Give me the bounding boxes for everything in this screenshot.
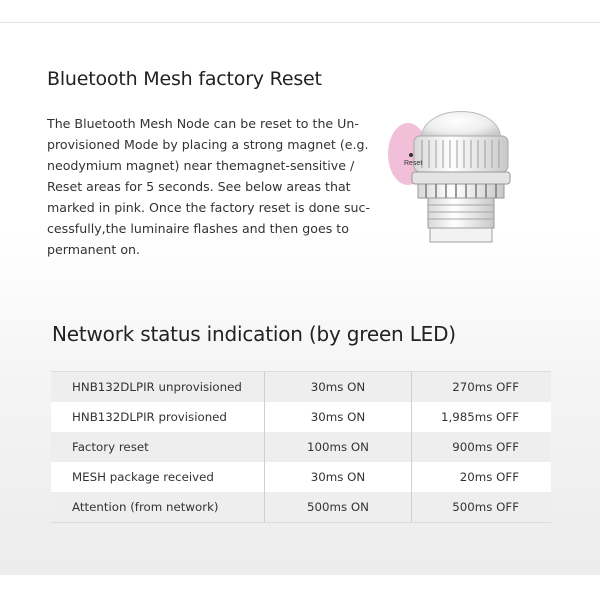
status-name: Factory reset: [72, 440, 149, 454]
off-duration: 900ms OFF: [411, 432, 551, 462]
status-name: HNB132DLPIR unprovisioned: [72, 380, 242, 394]
description-line: The Bluetooth Mesh Node can be reset to the Un-: [47, 116, 359, 131]
status-name: HNB132DLPIR provisioned: [72, 410, 227, 424]
section-title-network-status: Network status indication (by green LED): [52, 322, 456, 346]
luminaire-product-image: [386, 92, 526, 252]
network-status-table: [51, 371, 551, 523]
factory-reset-description: [47, 113, 385, 260]
off-duration: 500ms OFF: [411, 492, 551, 522]
description-line: cessfully,the luminaire flashes and then goes to: [47, 221, 349, 236]
table-row: [51, 492, 551, 522]
description-line: Reset areas for 5 seconds. See below areas that: [47, 179, 351, 194]
description-line: marked in pink. Once the factory reset is done suc-: [47, 200, 371, 215]
description-line: permanent on.: [47, 242, 141, 257]
table-row: [51, 402, 551, 432]
table-row: [51, 372, 551, 402]
footer-band: [0, 575, 600, 600]
off-duration: 270ms OFF: [411, 372, 551, 402]
status-name: MESH package received: [72, 470, 214, 484]
table-row: [51, 462, 551, 492]
off-duration: 20ms OFF: [411, 462, 551, 492]
table-row: [51, 432, 551, 462]
description-line: neodymium magnet) near themagnet-sensitive /: [47, 158, 355, 173]
on-duration: 100ms ON: [264, 432, 411, 462]
status-name: Attention (from network): [72, 500, 219, 514]
on-duration: 30ms ON: [264, 402, 411, 432]
on-duration: 30ms ON: [264, 372, 411, 402]
description-line: provisioned Mode by placing a strong magnet (e.g.: [47, 137, 369, 152]
off-duration: 1,985ms OFF: [411, 402, 551, 432]
top-divider: [0, 22, 600, 23]
section-title-factory-reset: Bluetooth Mesh factory Reset: [47, 68, 322, 90]
on-duration: 500ms ON: [264, 492, 411, 522]
on-duration: 30ms ON: [264, 462, 411, 492]
reset-label: Reset: [404, 160, 423, 167]
